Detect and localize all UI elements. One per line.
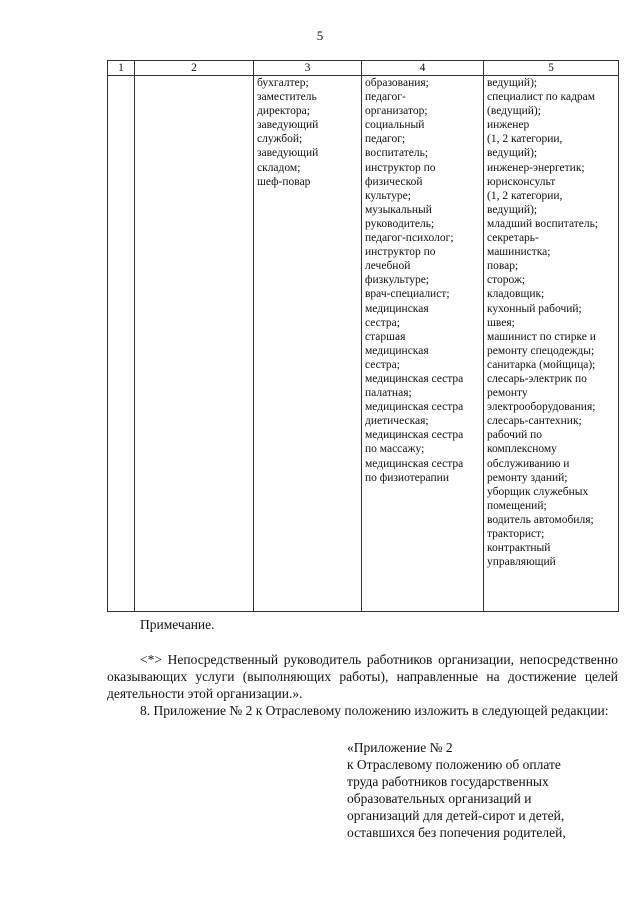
text-line: контрактный bbox=[487, 542, 551, 555]
text-line: директора; bbox=[257, 105, 310, 118]
text-line: инструктор по bbox=[365, 246, 436, 259]
text-line: труда работников государственных bbox=[347, 774, 549, 789]
table-header-row bbox=[108, 61, 619, 76]
text-line: секретарь- bbox=[487, 232, 539, 245]
text-line: машинист по стирке и bbox=[487, 330, 596, 343]
text-line: педагог; bbox=[365, 133, 406, 146]
text-line: обслуживанию и bbox=[487, 457, 570, 470]
text-line: врач-специалист; bbox=[365, 288, 450, 301]
text-line: водитель автомобиля; bbox=[487, 513, 594, 526]
text-line: по физиотерапии bbox=[365, 471, 449, 484]
text-line: службой; bbox=[257, 133, 303, 146]
text-line: бухгалтер; bbox=[257, 77, 309, 89]
text-line: сторож; bbox=[487, 274, 526, 287]
text-line: ремонту зданий; bbox=[487, 471, 568, 484]
text-line: заведующий bbox=[257, 119, 319, 132]
text-line: электрооборудования; bbox=[487, 401, 596, 414]
text-line: ремонту bbox=[487, 387, 528, 400]
text-line: социальный bbox=[365, 119, 425, 132]
text-line: инструктор по bbox=[365, 161, 436, 174]
text-line: заместитель bbox=[257, 91, 317, 104]
cell-col-5 bbox=[484, 76, 619, 612]
text-line: диетическая; bbox=[365, 415, 429, 428]
text-line: ведущий); bbox=[487, 147, 538, 160]
text-line: организатор; bbox=[365, 105, 428, 118]
text-line: воспитатель; bbox=[365, 147, 429, 160]
page-number: 5 bbox=[316, 28, 324, 43]
cell-col-4 bbox=[362, 76, 484, 612]
text-line: медицинская bbox=[365, 344, 429, 357]
text-line: культуре; bbox=[365, 189, 411, 202]
text-line: музыкальный bbox=[365, 203, 432, 216]
text-line: оставшихся без попечения родителей, bbox=[347, 825, 566, 840]
text-line: (1, 2 категории, bbox=[487, 189, 563, 202]
cell-col-3 bbox=[254, 76, 362, 612]
text-line: юрисконсульт bbox=[487, 175, 556, 188]
text-line: медицинская сестра bbox=[365, 401, 464, 414]
text-line: кухонный рабочий; bbox=[487, 302, 582, 315]
text-line: управляющий bbox=[487, 556, 556, 569]
column-header-3: 3 bbox=[254, 61, 362, 76]
column-header-2: 2 bbox=[135, 61, 254, 76]
cell-col-1 bbox=[108, 76, 135, 612]
text-line: машинистка; bbox=[487, 246, 551, 259]
text-line: «Приложение № 2 bbox=[347, 740, 453, 755]
text-line: (ведущий); bbox=[487, 105, 541, 118]
text-line: шеф-повар bbox=[257, 175, 311, 188]
cell-col-2 bbox=[135, 76, 254, 612]
text-line: младший воспитатель; bbox=[487, 217, 599, 230]
text-line: к Отраслевому положению об оплате bbox=[347, 757, 561, 772]
text-line: старшая bbox=[365, 330, 406, 343]
text-line: медицинская сестра bbox=[365, 457, 464, 470]
text-line: ведущий); bbox=[487, 203, 538, 216]
note-title: Примечание. bbox=[140, 617, 215, 632]
text-line: уборщик служебных bbox=[487, 485, 589, 498]
text-line: кладовщик; bbox=[487, 288, 545, 301]
text-line: тракторист; bbox=[487, 528, 545, 540]
text-line: руководитель; bbox=[365, 217, 435, 230]
text-line: педагог- bbox=[365, 91, 406, 104]
text-line: образовательных организаций и bbox=[347, 791, 532, 806]
column-header-5: 5 bbox=[484, 61, 619, 76]
text-line: сестра; bbox=[365, 316, 400, 329]
text-line: медицинская bbox=[365, 302, 429, 315]
text-line: организаций для детей-сирот и детей, bbox=[347, 808, 565, 823]
text-line: палатная; bbox=[365, 387, 412, 400]
text-line: по массажу; bbox=[365, 443, 425, 456]
text-line: сестра; bbox=[365, 358, 400, 371]
column-header-1: 1 bbox=[108, 61, 135, 76]
footnote-paragraph: <*> Непосредственный руководитель работников организации, непосредственно оказывающих услуги (выполняющих работы), направленные на достижение целей деятельности этой организации.». bbox=[107, 652, 618, 701]
text-line: складом; bbox=[257, 161, 301, 174]
text-line: санитарка (мойщица); bbox=[487, 358, 596, 371]
text-line: физической bbox=[365, 175, 423, 188]
text-line: специалист по кадрам bbox=[487, 91, 596, 104]
text-line: физкультуре; bbox=[365, 274, 430, 287]
text-line: ремонту спецодежды; bbox=[487, 344, 595, 357]
text-line: инженер bbox=[487, 119, 530, 132]
text-line: (1, 2 категории, bbox=[487, 133, 563, 146]
table-row bbox=[108, 76, 619, 612]
text-line: лечебной bbox=[365, 260, 411, 273]
text-line: медицинская сестра bbox=[365, 372, 464, 385]
text-line: педагог-психолог; bbox=[365, 232, 454, 245]
column-header-4: 4 bbox=[362, 61, 484, 76]
text-line: рабочий по bbox=[487, 429, 543, 442]
text-line: слесарь-сантехник; bbox=[487, 415, 582, 428]
text-line: слесарь-электрик по bbox=[487, 372, 587, 385]
text-line: инженер-энергетик; bbox=[487, 161, 585, 174]
positions-table bbox=[107, 60, 619, 612]
text-line: швея; bbox=[487, 316, 515, 329]
text-line: ведущий); bbox=[487, 77, 538, 89]
text-line: медицинская сестра bbox=[365, 429, 464, 442]
text-line: заведующий bbox=[257, 147, 319, 160]
text-line: комплексному bbox=[487, 443, 557, 456]
text-line: повар; bbox=[487, 260, 519, 273]
text-line: помещений; bbox=[487, 499, 547, 512]
appendix-heading-block bbox=[347, 739, 627, 841]
text-line: образования; bbox=[365, 77, 429, 89]
amendment-paragraph: 8. Приложение № 2 к Отраслевому положению изложить в следующей редакции: bbox=[140, 703, 609, 718]
